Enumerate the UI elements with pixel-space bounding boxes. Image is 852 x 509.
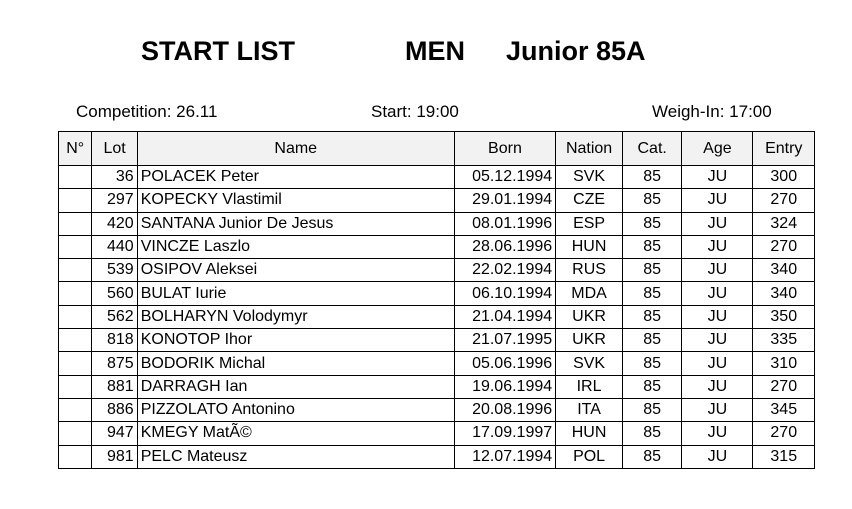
cell-name: SANTANA Junior De Jesus (137, 212, 454, 235)
column-header-name: Name (137, 132, 454, 166)
cell-age: JU (682, 259, 753, 282)
cell-age: JU (682, 305, 753, 328)
cell-nation: SVK (556, 352, 623, 375)
cell-name: BOLHARYN Volodymyr (137, 305, 454, 328)
cell-born: 19.06.1994 (454, 375, 555, 398)
cell-category: 85 (623, 422, 682, 445)
cell-entry: 270 (753, 422, 815, 445)
cell-number (59, 329, 92, 352)
cell-entry: 315 (753, 445, 815, 468)
cell-name: POLACEK Peter (137, 166, 454, 189)
cell-lot: 886 (92, 398, 137, 421)
cell-name: BULAT Iurie (137, 282, 454, 305)
cell-nation: SVK (556, 166, 623, 189)
table-row (59, 305, 815, 328)
table-row (59, 259, 815, 282)
column-header-age: Age (682, 132, 753, 166)
cell-name: VINCZE Laszlo (137, 235, 454, 258)
cell-age: JU (682, 352, 753, 375)
cell-name: PIZZOLATO Antonino (137, 398, 454, 421)
cell-born: 20.08.1996 (454, 398, 555, 421)
cell-born: 05.06.1996 (454, 352, 555, 375)
cell-lot: 36 (92, 166, 137, 189)
cell-age: JU (682, 445, 753, 468)
cell-category: 85 (623, 329, 682, 352)
cell-entry: 270 (753, 235, 815, 258)
cell-number (59, 259, 92, 282)
table-row (59, 235, 815, 258)
cell-born: 06.10.1994 (454, 282, 555, 305)
table-header-row (59, 132, 815, 166)
cell-category: 85 (623, 375, 682, 398)
cell-age: JU (682, 189, 753, 212)
cell-number (59, 352, 92, 375)
cell-category: 85 (623, 305, 682, 328)
cell-category: 85 (623, 445, 682, 468)
cell-entry: 310 (753, 352, 815, 375)
table-row (59, 212, 815, 235)
cell-number (59, 166, 92, 189)
cell-age: JU (682, 282, 753, 305)
cell-number (59, 212, 92, 235)
cell-lot: 440 (92, 235, 137, 258)
cell-name: OSIPOV Aleksei (137, 259, 454, 282)
cell-age: JU (682, 398, 753, 421)
cell-lot: 560 (92, 282, 137, 305)
cell-age: JU (682, 235, 753, 258)
table-row (59, 352, 815, 375)
cell-born: 08.01.1996 (454, 212, 555, 235)
cell-category: 85 (623, 189, 682, 212)
cell-entry: 300 (753, 166, 815, 189)
column-header-nation: Nation (556, 132, 623, 166)
cell-lot: 539 (92, 259, 137, 282)
cell-nation: ESP (556, 212, 623, 235)
table-row (59, 282, 815, 305)
cell-number (59, 375, 92, 398)
column-header-born: Born (454, 132, 555, 166)
table-body (59, 166, 815, 469)
gender-label: MEN (405, 36, 465, 66)
cell-entry: 350 (753, 305, 815, 328)
cell-lot: 297 (92, 189, 137, 212)
cell-category: 85 (623, 282, 682, 305)
cell-lot: 947 (92, 422, 137, 445)
column-header-entry: Entry (753, 132, 815, 166)
cell-age: JU (682, 329, 753, 352)
cell-number (59, 305, 92, 328)
cell-number (59, 282, 92, 305)
cell-age: JU (682, 422, 753, 445)
cell-category: 85 (623, 235, 682, 258)
info-row (0, 102, 852, 124)
cell-nation: RUS (556, 259, 623, 282)
cell-born: 21.07.1995 (454, 329, 555, 352)
cell-nation: MDA (556, 282, 623, 305)
cell-born: 05.12.1994 (454, 166, 555, 189)
cell-entry: 324 (753, 212, 815, 235)
cell-entry: 270 (753, 189, 815, 212)
column-header-lot: Lot (92, 132, 137, 166)
cell-age: JU (682, 166, 753, 189)
cell-entry: 340 (753, 259, 815, 282)
cell-nation: UKR (556, 329, 623, 352)
table-row (59, 189, 815, 212)
cell-category: 85 (623, 166, 682, 189)
table-row (59, 422, 815, 445)
cell-age: JU (682, 375, 753, 398)
cell-nation: ITA (556, 398, 623, 421)
cell-entry: 335 (753, 329, 815, 352)
table-row (59, 329, 815, 352)
cell-lot: 562 (92, 305, 137, 328)
table-row (59, 398, 815, 421)
competition-info: Competition: 26.11 (76, 102, 218, 121)
cell-entry: 340 (753, 282, 815, 305)
cell-lot: 881 (92, 375, 137, 398)
cell-lot: 875 (92, 352, 137, 375)
cell-age: JU (682, 212, 753, 235)
cell-entry: 345 (753, 398, 815, 421)
table-row (59, 445, 815, 468)
cell-born: 21.04.1994 (454, 305, 555, 328)
cell-category: 85 (623, 259, 682, 282)
cell-born: 12.07.1994 (454, 445, 555, 468)
cell-entry: 270 (753, 375, 815, 398)
cell-born: 17.09.1997 (454, 422, 555, 445)
start-list-table (58, 131, 815, 469)
cell-number (59, 235, 92, 258)
column-header-number: N° (59, 132, 92, 166)
cell-category: 85 (623, 352, 682, 375)
column-header-category: Cat. (623, 132, 682, 166)
cell-name: KONOTOP Ihor (137, 329, 454, 352)
cell-nation: UKR (556, 305, 623, 328)
cell-category: 85 (623, 212, 682, 235)
cell-lot: 818 (92, 329, 137, 352)
cell-name: PELC Mateusz (137, 445, 454, 468)
category-label: Junior 85A (506, 36, 646, 66)
table-row (59, 166, 815, 189)
cell-lot: 420 (92, 212, 137, 235)
cell-name: BODORIK Michal (137, 352, 454, 375)
page-title: START LIST (141, 36, 295, 66)
cell-born: 29.01.1994 (454, 189, 555, 212)
cell-number (59, 398, 92, 421)
cell-name: KOPECKY Vlastimil (137, 189, 454, 212)
cell-nation: HUN (556, 422, 623, 445)
cell-nation: POL (556, 445, 623, 468)
cell-number (59, 422, 92, 445)
title-row (0, 36, 852, 70)
cell-nation: HUN (556, 235, 623, 258)
weigh-in-info: Weigh-In: 17:00 (652, 102, 772, 121)
cell-nation: CZE (556, 189, 623, 212)
cell-born: 22.02.1994 (454, 259, 555, 282)
cell-name: DARRAGH Ian (137, 375, 454, 398)
cell-name: KMEGY MatÃ© (137, 422, 454, 445)
cell-nation: IRL (556, 375, 623, 398)
cell-lot: 981 (92, 445, 137, 468)
cell-number (59, 445, 92, 468)
table-row (59, 375, 815, 398)
cell-born: 28.06.1996 (454, 235, 555, 258)
start-time-info: Start: 19:00 (371, 102, 459, 121)
cell-number (59, 189, 92, 212)
cell-category: 85 (623, 398, 682, 421)
